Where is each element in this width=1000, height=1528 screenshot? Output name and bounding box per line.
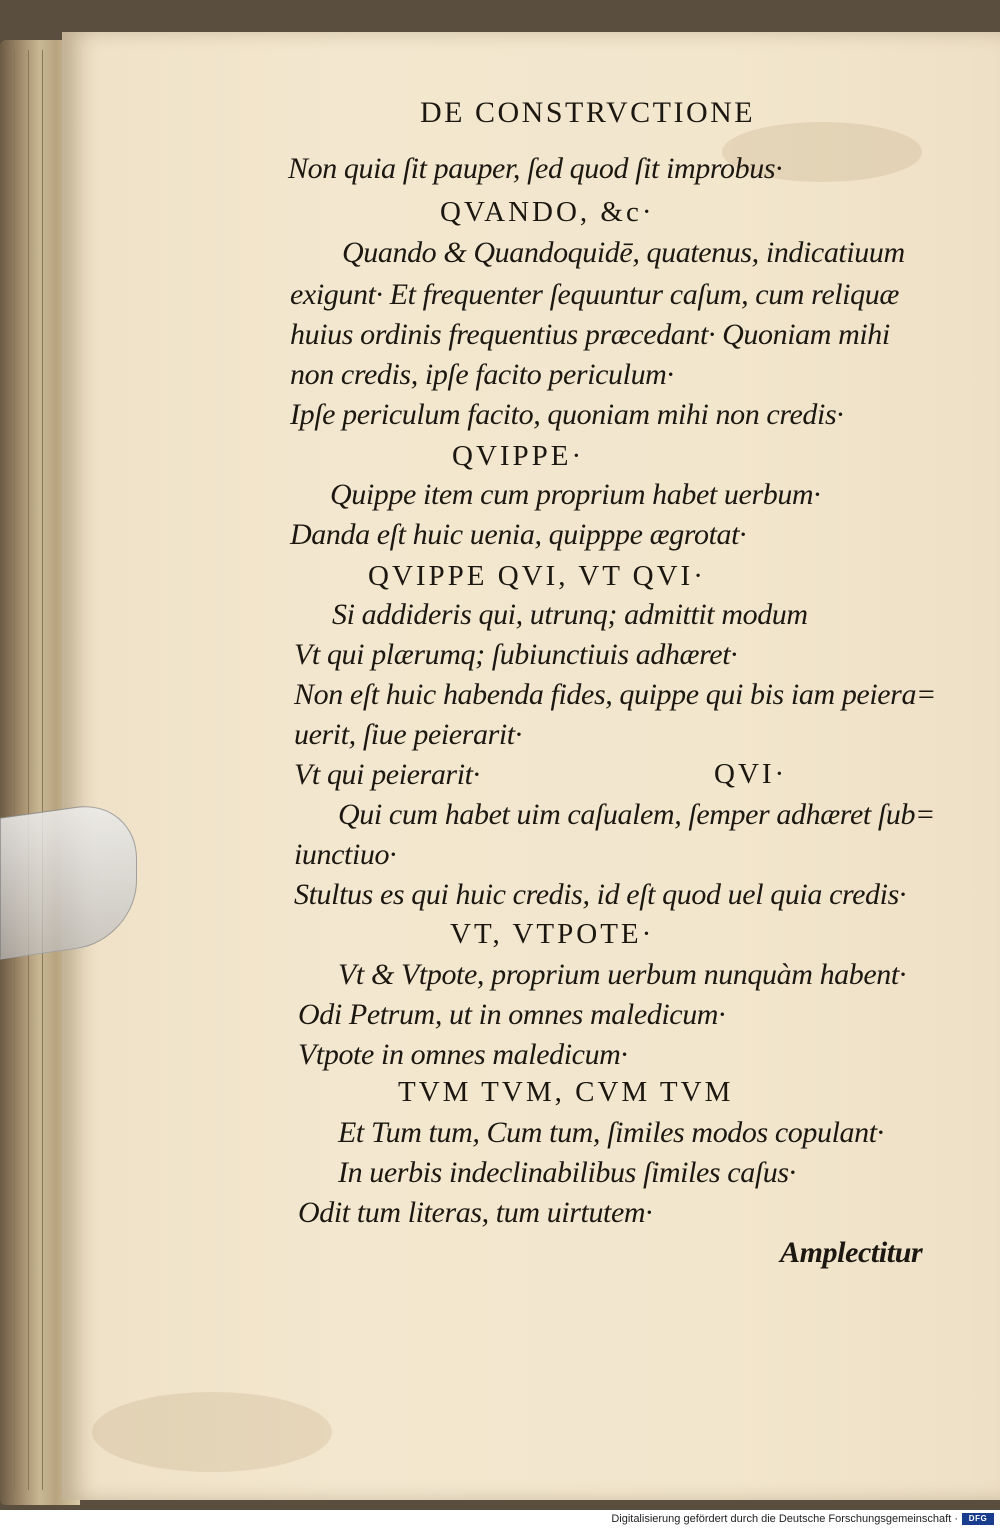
section-heading: TVM TVM, CVM TVM [398,1076,734,1108]
text-line: Quippe item cum proprium habet uerbum· [330,478,821,511]
paper-stain [92,1392,332,1472]
section-heading: VT, VTPOTE· [450,918,655,950]
page-edge-line [14,50,15,1490]
running-head: DE CONSTRVCTIONE [420,96,756,129]
text-line: Non quia ſit pauper, ſed quod ſit improbus· [288,152,783,185]
section-heading: QVIPPE QVI, VT QVI· [368,560,706,592]
text-line: Vt qui plærumq; ſubiunctiuis adhæret· [294,638,738,671]
text-line: huius ordinis frequentius præcedant· Quoniam mihi [290,318,890,351]
text-line: In uerbis indeclinabilibus ſimiles caſus· [338,1156,796,1189]
dfg-logo: DFG [962,1513,994,1525]
section-heading: QVANDO, &c· [440,196,655,228]
page-edge-line [28,50,29,1490]
text-line: iunctiuo· [294,838,397,871]
text-line: Odit tum literas, tum uirtutem· [298,1196,653,1229]
text-line: Stultus es qui huic credis, id eſt quod uel quia credis· [294,878,906,911]
page-edge-line [42,50,43,1490]
text-line: Vt qui peierarit· [294,758,480,791]
funding-notice: Digitalisierung gefördert durch die Deutsche Forschungsgemeinschaft · [611,1513,958,1525]
digitization-footer [0,1510,1000,1528]
text-line: Qui cum habet uim caſualem, ſemper adhæret ſub= [338,798,935,831]
text-line: Ipſe periculum facito, quoniam mihi non credis· [290,398,844,431]
text-line: Odi Petrum, ut in omnes maledicum· [298,998,726,1031]
text-line: Quando & Quandoquidē, quatenus, indicatiuum [342,236,905,269]
text-line: Non eſt huic habenda fides, quippe qui bis iam peiera= [294,678,936,711]
text-line: Et Tum tum, Cum tum, ſimiles modos copulant· [338,1116,884,1149]
text-line: uerit, ſiue peierarit· [294,718,522,751]
section-heading: QVIPPE· [452,440,585,472]
text-line: Si addideris qui, utrunq; admittit modum [332,598,808,631]
catchword: Amplectitur [780,1236,923,1269]
text-line: Vt & Vtpote, proprium uerbum nunquàm habent· [338,958,906,991]
text-line: non credis, ipſe facito periculum· [290,358,674,391]
text-line: Vtpote in omnes maledicum· [298,1038,628,1071]
text-line: Danda eſt huic uenia, quipppe ægrotat· [290,518,747,551]
text-line: exigunt· Et frequenter ſequuntur caſum, cum reliquæ [290,278,899,311]
section-heading: QVI· [714,758,788,790]
